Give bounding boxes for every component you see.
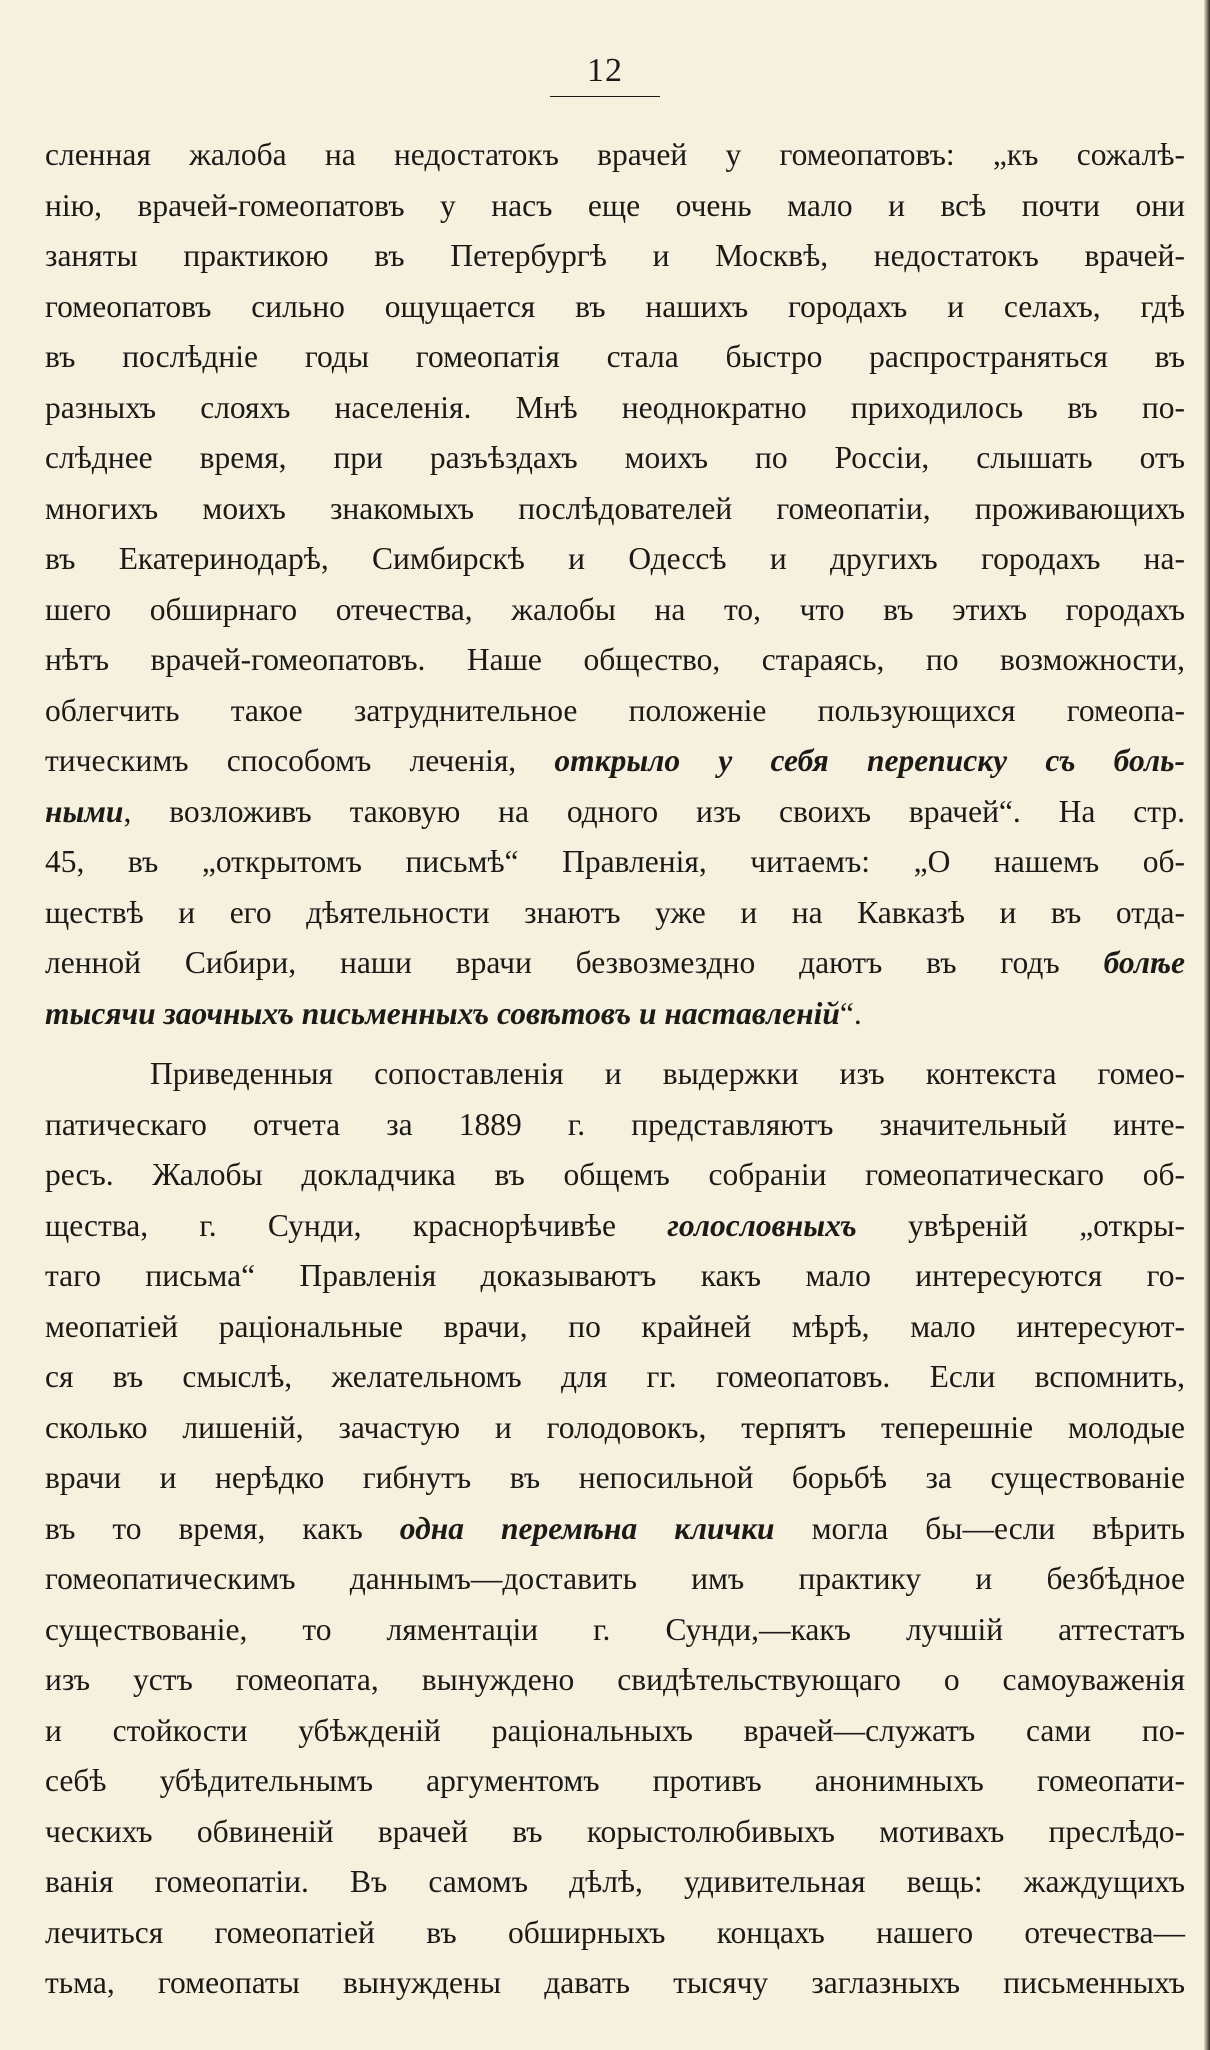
text-line: сколько лишеній, зачастую и голодовокъ, терпятъ теперешніе молодые [45,1409,1185,1445]
text-line: 45, въ „открытомъ письмѣ“ Правленія, читаемъ: „О нашемъ об- [45,844,1185,879]
text-line: въ Екатеринодарѣ, Симбирскѣ и Одессѣ и другихъ городахъ на- [45,541,1185,576]
text-line: врачи и нерѣдко гибнутъ въ непосильной борьбѣ за существованіе [45,1460,1185,1495]
emphasis-run: одна перемѣна клички [399,1510,775,1546]
text-line [45,787,1185,838]
page-edge [1204,0,1210,2050]
text-run: въ то время, какъ [45,1510,400,1546]
text-line: заняты практикою въ Петербургѣ и Москвѣ, недостатокъ врачей- [45,238,1185,273]
text-line: слѣднее время, при разъѣздахъ моихъ по Россіи, слышать отъ [45,440,1185,475]
emphasis-run: открыло у себя переписку съ боль- [554,743,1185,778]
text-line: разныхъ слояхъ населенія. Мнѣ неоднократно приходилось въ по- [45,389,1185,425]
text-line: ческихъ обвиненій врачей въ корыстолюбивыхъ мотивахъ преслѣдо- [45,1813,1185,1849]
text-run: тическимъ способомъ леченія, [45,743,555,778]
emphasis-run: болѣе [1103,945,1185,980]
body-text [45,130,1185,2009]
text-line: нѣтъ врачей-гомеопатовъ. Наше общество, стараясь, по возможности, [45,642,1185,677]
emphasis-run: голословныхъ [667,1207,857,1243]
text-line: многихъ моихъ знакомыхъ послѣдователей гомеопатіи, проживающихъ [45,490,1185,526]
text-line: существованіе, то ляментаціи г. Сунди,—какъ лучшій аттестатъ [45,1611,1185,1647]
text-line: въ послѣдніе годы гомеопатія стала быстро распространяться въ [45,339,1185,374]
emphasis-run: тысячи заочныхъ письменныхъ совѣтовъ и наставленій [45,995,840,1031]
text-line: гомеопатическимъ даннымъ—доставить имъ практику и безбѣдное [45,1561,1185,1596]
text-line: меопатіей раціональные врачи, по крайней мѣрѣ, мало интересуют- [45,1308,1185,1344]
text-line: и стойкости убѣжденій раціональныхъ врачей—служатъ сами по- [45,1712,1185,1748]
text-line [45,938,1185,989]
text-line: сленная жалоба на недостатокъ врачей у гомеопатовъ: „къ сожалѣ- [45,137,1185,172]
text-run: могла бы—если вѣрить [774,1510,1185,1546]
text-line: тьма, гомеопаты вынуждены давать тысячу заглазныхъ письменныхъ [45,1965,1185,2000]
text-run: , возложивъ таковую на одного изъ своихъ врачей“. На стр. [123,793,1185,829]
text-line: облегчить такое затруднительное положеніе пользующихся гомеопа- [45,692,1185,728]
emphasis-run: ными [45,793,124,829]
text-run: “. [839,995,862,1031]
text-line: изъ устъ гомеопата, вынуждено свидѣтельствующаго о самоуваженія [45,1662,1185,1697]
text-line: ществѣ и его дѣятельности знаютъ уже и на Кавказѣ и въ отда- [45,894,1185,930]
text-line: лечиться гомеопатіей въ обширныхъ концахъ нашего отечества— [45,1914,1185,1950]
text-run: ленной Сибири, наши врачи безвозмездно даютъ въ годъ [45,945,1104,980]
text-line: патическаго отчета за 1889 г. представляютъ значительный инте- [45,1106,1185,1142]
text-line: гомеопатовъ сильно ощущается въ нашихъ городахъ и селахъ, гдѣ [45,288,1185,324]
text-line: ресъ. Жалобы докладчика въ общемъ собраніи гомеопатическаго об- [45,1157,1185,1192]
page-number-rule [550,96,660,97]
text-line: шего обширнаго отечества, жалобы на то, что въ этихъ городахъ [45,591,1185,627]
text-line: нію, врачей-гомеопатовъ у насъ еще очень мало и всѣ почти они [45,187,1185,223]
text-run: увѣреній „откры- [856,1207,1185,1243]
text-line [45,1504,1185,1555]
text-run: щества, г. Сунди, краснорѣчивѣе [45,1207,668,1243]
text-line [45,989,1185,1040]
text-line [45,736,1185,787]
text-line: Приведенныя сопоставленія и выдержки изъ контекста гомео- [150,1056,1185,1091]
text-line: ся въ смыслѣ, желательномъ для гг. гомеопатовъ. Если вспомнить, [45,1359,1185,1394]
text-line [45,1201,1185,1252]
text-line: ванія гомеопатіи. Въ самомъ дѣлѣ, удивительная вещь: жаждущихъ [45,1864,1185,1899]
text-line: таго письма“ Правленія доказываютъ какъ мало интересуются го- [45,1258,1185,1293]
text-line: себѣ убѣдительнымъ аргументомъ противъ анонимныхъ гомеопати- [45,1763,1185,1798]
page-number: 12 [587,52,623,89]
